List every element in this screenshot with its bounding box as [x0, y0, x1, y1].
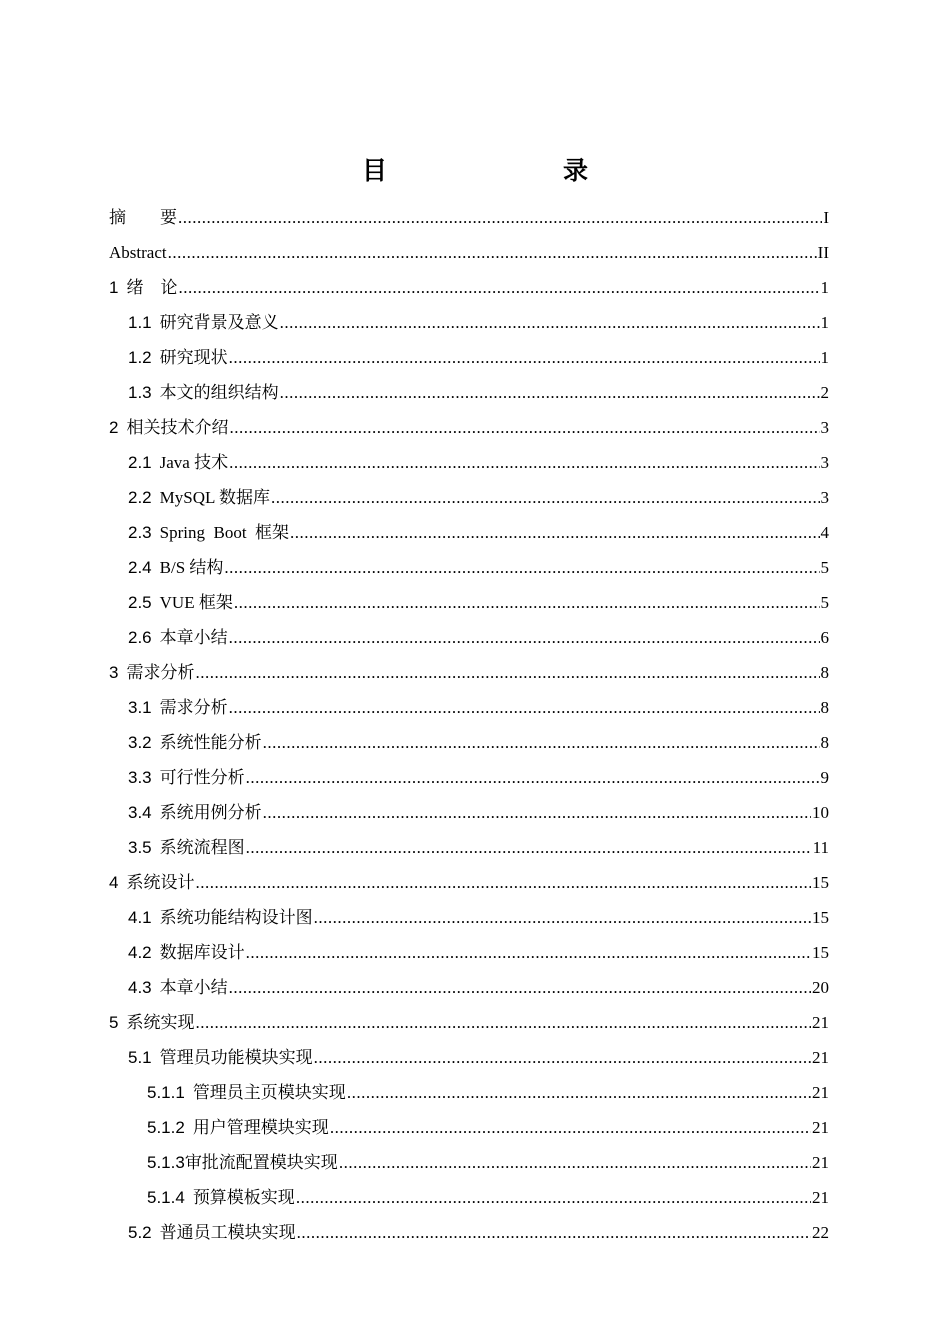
- toc-entry-number: 2.2: [128, 488, 152, 507]
- toc-entry-page: 15: [812, 873, 829, 892]
- toc-leader: [229, 978, 811, 998]
- toc-entry-page: 21: [812, 1048, 829, 1067]
- toc-entry-page: 21: [812, 1153, 829, 1172]
- toc-leader: [246, 768, 820, 788]
- toc-leader: [280, 313, 820, 333]
- toc-leader: [314, 1048, 811, 1068]
- toc-entry-number: 5.1.4: [147, 1188, 185, 1207]
- toc-entry-page: 21: [812, 1083, 829, 1102]
- toc-entry-page: 2: [820, 383, 829, 402]
- toc-entry-number: 5.1.1: [147, 1083, 185, 1102]
- toc-entry-number: 4.3: [128, 978, 152, 997]
- toc-entry-page: 5: [820, 558, 829, 577]
- toc-entry-number: 5.1.3: [147, 1153, 185, 1172]
- toc-entry-section-5-1-3[interactable]: [109, 1138, 829, 1173]
- toc-entry-number: 3.4: [128, 803, 152, 822]
- toc-entry-page: 3: [820, 453, 829, 472]
- toc-entry-section-1-1[interactable]: [109, 298, 829, 333]
- toc-entry-label: 研究背景及意义: [159, 313, 279, 332]
- toc-leader: [195, 873, 811, 893]
- toc-entry-number: 3: [109, 663, 119, 682]
- toc-entry-label: 相关技术介绍: [126, 418, 229, 438]
- toc-entry-label: VUE 框架: [159, 593, 233, 612]
- toc-leader: [224, 558, 819, 578]
- toc-entry-label: 审批流配置模块实现: [184, 1153, 338, 1172]
- toc-entry-section-5-1[interactable]: [109, 1033, 829, 1068]
- toc-entry-label: 普通员工模块实现: [159, 1223, 296, 1242]
- toc-leader: [263, 733, 820, 753]
- toc-entry-page: 1: [820, 348, 829, 367]
- toc-entry-label: B/S 结构: [159, 558, 224, 577]
- toc-entry-number: 2.1: [128, 453, 152, 472]
- toc-leader: [178, 278, 819, 298]
- toc-entry-page: 5: [820, 593, 829, 612]
- toc-entry-page: 4: [820, 523, 829, 542]
- toc-entry-number: 1.3: [128, 383, 152, 402]
- toc-leader: [347, 1083, 811, 1103]
- toc-entry-number: 4.1: [128, 908, 152, 927]
- toc-entry-section-1-3[interactable]: [109, 368, 829, 403]
- toc-entry-section-3-3[interactable]: [109, 753, 829, 788]
- toc-leader: [229, 348, 820, 368]
- toc-entry-label: Java 技术: [159, 453, 229, 472]
- toc-entry-number: 5.1: [128, 1048, 152, 1067]
- toc-entry-label: 研究现状: [159, 348, 228, 367]
- toc-entry-abstract-en[interactable]: [109, 228, 829, 263]
- toc-entry-section-2-1[interactable]: [109, 438, 829, 473]
- toc-leader: [229, 453, 819, 473]
- toc-leader: [280, 383, 820, 403]
- toc-entry-section-5-1-1[interactable]: [109, 1068, 829, 1103]
- toc-leader: [229, 698, 820, 718]
- toc-entry-section-3-5[interactable]: [109, 823, 829, 858]
- toc-entry-number: 3.1: [128, 698, 152, 717]
- toc-entry-label: 数据库设计: [159, 943, 245, 962]
- toc-entry-chapter-4[interactable]: [109, 858, 829, 893]
- toc-entry-section-3-1[interactable]: [109, 683, 829, 718]
- toc-entry-number: 3.2: [128, 733, 152, 752]
- toc-entry-page: 8: [820, 698, 829, 717]
- toc-entry-number: 4.2: [128, 943, 152, 962]
- toc-entry-page: 21: [812, 1013, 829, 1032]
- toc-entry-label: Abstract: [109, 243, 167, 262]
- toc-entry-page: 1: [820, 278, 829, 297]
- toc-entry-label: 系统性能分析: [159, 733, 262, 752]
- toc-entry-section-2-2[interactable]: [109, 473, 829, 508]
- toc-leader: [290, 523, 819, 543]
- toc-entry-number: 2: [109, 418, 119, 437]
- toc-entry-label: 管理员功能模块实现: [159, 1048, 313, 1067]
- toc-entry-section-4-2[interactable]: [109, 928, 829, 963]
- toc-entry-page: 3: [820, 488, 829, 507]
- toc-entry-label: 预算模板实现: [192, 1188, 295, 1207]
- toc-entry-label: 绪 论: [126, 278, 178, 298]
- toc-leader: [246, 838, 812, 858]
- toc-entry-page: 21: [812, 1118, 829, 1137]
- toc-leader: [229, 628, 820, 648]
- toc-leader: [330, 1118, 811, 1138]
- toc-entry-label: 管理员主页模块实现: [192, 1083, 346, 1102]
- toc-entry-page: 8: [820, 663, 829, 682]
- toc-entry-label: 可行性分析: [159, 768, 245, 787]
- toc-entry-page: 21: [812, 1188, 829, 1207]
- toc-entry-number: 2.3: [128, 523, 152, 542]
- toc-entry-page: I: [823, 208, 829, 227]
- toc-entry-number: 1.1: [128, 313, 152, 332]
- toc-entry-number: 1: [109, 278, 119, 297]
- toc-leader: [314, 908, 811, 928]
- toc-entry-number: 5.2: [128, 1223, 152, 1242]
- toc-entry-section-2-3[interactable]: [109, 508, 829, 543]
- toc-entry-page: 10: [812, 803, 829, 822]
- toc-entry-page: 15: [812, 908, 829, 927]
- toc-leader: [296, 1188, 811, 1208]
- toc-entry-section-4-1[interactable]: [109, 893, 829, 928]
- toc-entry-number: 2.4: [128, 558, 152, 577]
- toc-entry-page: 6: [820, 628, 829, 647]
- toc-entry-label: 摘 要: [109, 208, 177, 228]
- toc-leader: [339, 1153, 811, 1173]
- toc-entry-label: 需求分析: [126, 663, 195, 683]
- toc-entry-abstract-cn[interactable]: [109, 193, 829, 228]
- toc-entry-number: 4: [109, 873, 119, 892]
- toc-entry-page: 9: [820, 768, 829, 787]
- toc-entry-page: II: [817, 243, 829, 262]
- toc-entry-page: 8: [820, 733, 829, 752]
- toc-entry-section-3-4[interactable]: [109, 788, 829, 823]
- toc-leader: [229, 418, 819, 438]
- toc-entry-label: MySQL 数据库: [159, 488, 270, 507]
- toc-entry-page: 1: [820, 313, 829, 332]
- toc-leader: [246, 943, 811, 963]
- toc-entry-page: 20: [812, 978, 829, 997]
- toc-entry-chapter-1[interactable]: [109, 263, 829, 298]
- toc-entry-section-2-4[interactable]: [109, 543, 829, 578]
- toc-entry-number: 1.2: [128, 348, 152, 367]
- toc-entry-label: Spring Boot 框架: [159, 523, 290, 542]
- toc-leader: [178, 208, 822, 228]
- toc-title: 目 录: [361, 156, 630, 185]
- toc-entry-page: 22: [812, 1223, 829, 1242]
- toc-entry-label: 需求分析: [159, 698, 228, 717]
- toc-entry-chapter-3[interactable]: [109, 648, 829, 683]
- table-of-contents: [109, 193, 829, 1243]
- toc-entry-section-5-2[interactable]: [109, 1208, 829, 1243]
- toc-entry-label: 系统流程图: [159, 838, 245, 857]
- toc-leader: [168, 243, 817, 263]
- toc-entry-label: 本章小结: [159, 978, 228, 997]
- toc-entry-page: 3: [820, 418, 829, 437]
- toc-entry-label: 用户管理模块实现: [192, 1118, 329, 1137]
- toc-entry-number: 3.5: [128, 838, 152, 857]
- toc-entry-label: 本文的组织结构: [159, 383, 279, 402]
- toc-entry-number: 3.3: [128, 768, 152, 787]
- toc-entry-section-5-1-2[interactable]: [109, 1103, 829, 1138]
- toc-entry-chapter-2[interactable]: [109, 403, 829, 438]
- toc-entry-page: 15: [812, 943, 829, 962]
- toc-leader: [195, 1013, 811, 1033]
- toc-entry-chapter-5[interactable]: [109, 998, 829, 1033]
- toc-leader: [234, 593, 820, 613]
- toc-entry-number: 5.1.2: [147, 1118, 185, 1137]
- toc-entry-section-1-2[interactable]: [109, 333, 829, 368]
- toc-entry-label: 系统用例分析: [159, 803, 262, 822]
- toc-entry-section-2-6[interactable]: [109, 613, 829, 648]
- toc-entry-label: 本章小结: [159, 628, 228, 647]
- toc-entry-section-4-3[interactable]: [109, 963, 829, 998]
- toc-entry-page: 11: [812, 838, 829, 857]
- toc-entry-number: 2.6: [128, 628, 152, 647]
- toc-entry-section-3-2[interactable]: [109, 718, 829, 753]
- toc-entry-label: 系统功能结构设计图: [159, 908, 313, 927]
- toc-leader: [195, 663, 819, 683]
- toc-entry-section-2-5[interactable]: [109, 578, 829, 613]
- toc-entry-label: 系统设计: [126, 873, 195, 893]
- toc-leader: [263, 803, 811, 823]
- toc-entry-number: 5: [109, 1013, 119, 1032]
- toc-entry-section-5-1-4[interactable]: [109, 1173, 829, 1208]
- toc-leader: [297, 1223, 811, 1243]
- toc-entry-label: 系统实现: [126, 1013, 195, 1033]
- toc-entry-number: 2.5: [128, 593, 152, 612]
- toc-leader: [271, 488, 820, 508]
